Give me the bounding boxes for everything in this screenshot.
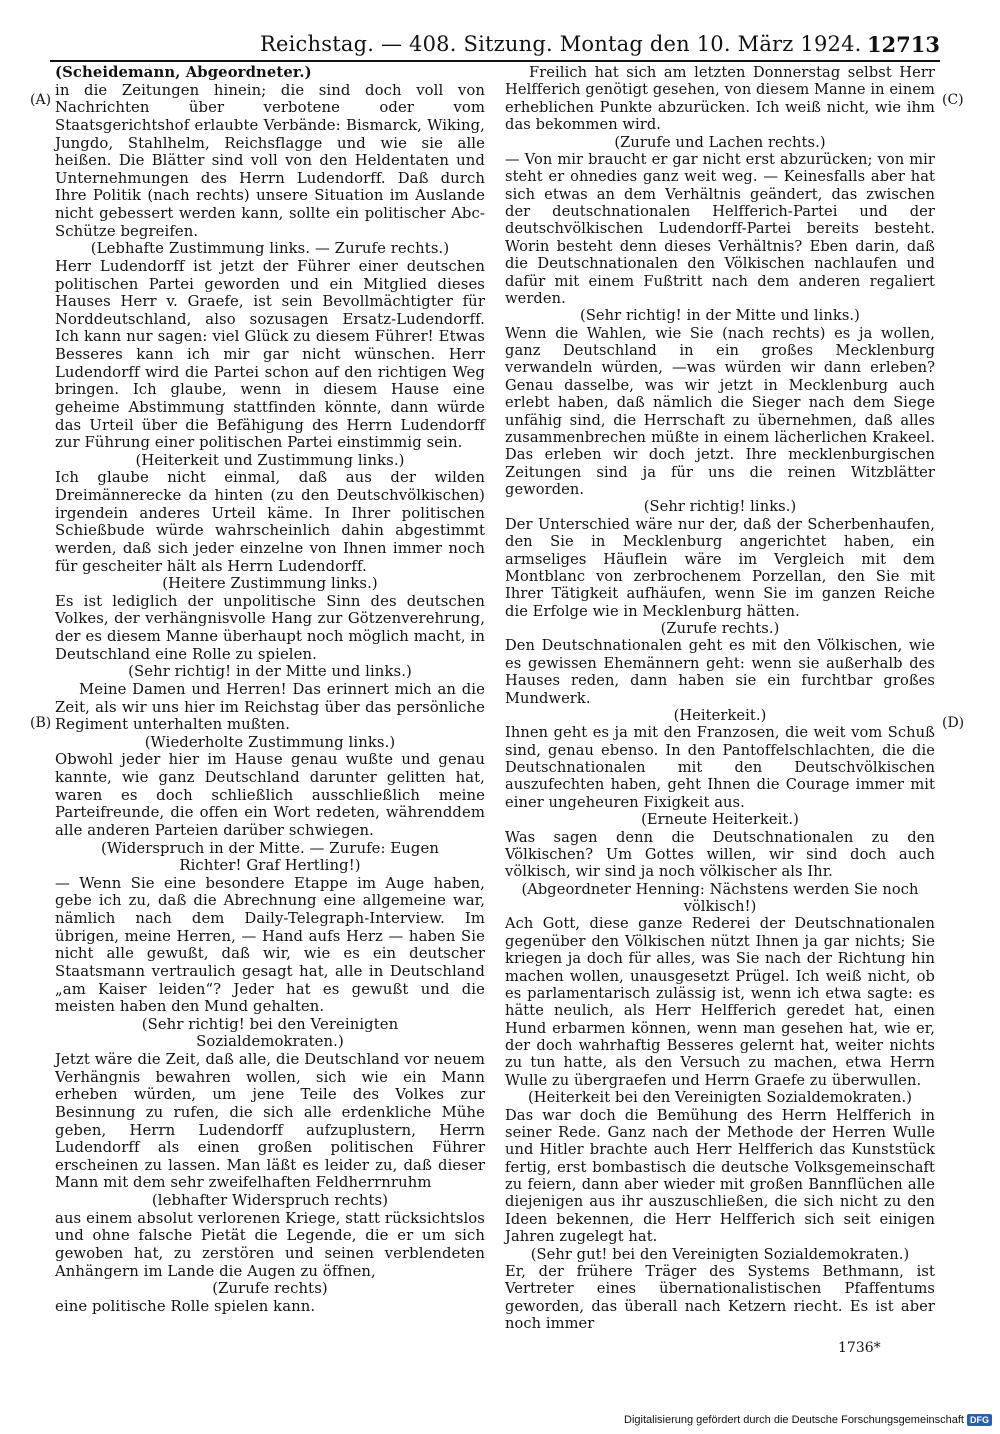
paragraph: Obwohl jeder hier im Hause genau wußte und genau kannte, wie ganz Deutschland darunter gelitten hat, waren es doch schließlich ausschließlich meine Parteifreunde, die offen ein Wort redeten, währenddem alle anderen Parteien darüber schwiegen. (55, 751, 485, 839)
margin-marker-c: (C) (942, 92, 964, 108)
paragraph: Ich glaube nicht einmal, daß aus der wilden Dreimännerecke da hinten (zu den Deutschvölkischen) irgendein anderes Urteil käme. In Ihrer politischen Schießbude würde wahrscheinlich dahin abgestimmt werden, daß sich jeder einzelne von Ihnen immer noch für gescheiter hält als Herrn Ludendorff. (55, 469, 485, 575)
paragraph: Ihnen geht es ja mit den Franzosen, die weit vom Schuß sind, genau ebenso. In den Pantoffelschlachten, die die Deutschnationalen mit den Deutschvölkischen auszufechten haben, geht Ihnen die Courage immer mit einer ungeheuren Fixigkeit aus. (505, 724, 935, 811)
paragraph: Jetzt wäre die Zeit, daß alle, die Deutschland vor neuem Verhängnis bewahren wollen, sich wie ein Mann erheben würden, um jene Teile des Volkes zur Besinnung zu rufen, die sich alle erdenkliche Mühe geben, Herrn Ludendorff aufzuplustern, Herrn Ludendorff als einen großen politischen Führer erscheinen zu lassen. Man läßt es leider zu, daß dieser Mann mit dem sehr zweifelhaften Feldherrnruhm (55, 1051, 485, 1192)
interjection: (Sehr richtig! links.) (643, 498, 797, 516)
interjection: (Sehr richtig! in der Mitte und links.) (128, 663, 412, 681)
left-column (55, 64, 485, 1315)
paragraph: Ach Gott, diese ganze Rederei der Deutschnationalen gegenüber den Völkischen nützt Ihnen ja gar nichts; Sie kriegen ja doch für alles, was Sie nach der Richtung hin machen wollen, unausgesetzt Prügel. Ich weiß nicht, ob es parlamentarisch zulässig ist, wenn ich etwa sagte: es hätte neulich, als Herr Helfferich geredet hat, einen Hund erbarmen können, wenn man gesehen hat, wie er, der doch wahrhaftig Besseres gelernt hat, weiter nichts zu tun hatte, als den Versuch zu machen, etwa Herrn Wulle zu übergraefen und Herrn Graefe zu überwullen. (505, 915, 935, 1089)
interjection: (Widerspruch in der Mitte. — Zurufe: Eugen Richter! Graf Hertling!) (101, 839, 439, 875)
paragraph: aus einem absolut verlorenen Kriege, statt rücksichtslos und ohne falsche Pietät die Legende, die er um sich gewoben hat, zu zerstören und seinen verblendeten Anhängern im Lande die Augen zu öffnen, (55, 1209, 485, 1280)
paragraph: Es ist lediglich der unpolitische Sinn des deutschen Volkes, der verhängnisvolle Hang zur Götzenverehrung, der es diesem Manne überhaupt noch möglich macht, in Deutschland eine Rolle zu spielen. (55, 592, 485, 663)
interjection: (Lebhafte Zustimmung links. — Zurufe rechts.) (90, 240, 450, 258)
paragraph: eine politische Rolle spielen kann. (55, 1297, 316, 1315)
page-header (50, 30, 940, 62)
interjection: (Heitere Zustimmung links.) (162, 575, 378, 593)
interjection: (Heiterkeit und Zustimmung links.) (135, 451, 405, 469)
paragraph: in die Zeitungen hinein; die sind doch voll von Nachrichten über verbotene oder vom Staatsgerichtshof erlaubte Verbände: Bismarck, Wiking, Jungdo, Stahlhelm, Reichsflagge und wie sie alle heißen. Die Blätter sind voll von den Heldentaten und Unternehmungen des Herrn Ludendorff. Daß durch Ihre Politik (nach rechts) unsere Situation im Auslande nicht gebessert werden kann, sollte ein politischer Abc-Schütze begreifen. (55, 81, 485, 240)
speaker-label: (Scheidemann, Abgeordneter.) (55, 64, 312, 81)
interjection: (Sehr gut! bei den Vereinigten Sozialdemokraten.) (530, 1245, 910, 1263)
running-title: Reichstag. — 408. Sitzung. Montag den 10. März 1924. (260, 32, 862, 56)
interjection: (Zurufe rechts) (212, 1280, 328, 1298)
paragraph: Das war doch die Bemühung des Herrn Helfferich in seiner Rede. Ganz nach der Methode der Herren Wulle und Hitler brachte auch Herr Helfferich das Kunststück fertig, erst bombastisch die deutsche Volksgemeinschaft zu feiern, dann aber wieder mit großen Bannflüchen alle diejenigen aus ihr auszuschließen, die sich nicht zu den Ideen bekennen, die Herr Helfferich sich seit einigen Jahren zugelegt hat. (505, 1106, 935, 1246)
interjection: (Abgeordneter Henning: Nächstens werden Sie noch völkisch!) (521, 880, 919, 915)
interjection: (Heiterkeit bei den Vereinigten Sozialdemokraten.) (527, 1089, 913, 1107)
paragraph: Herr Ludendorff ist jetzt der Führer einer deutschen politischen Partei geworden und ein Mitglied dieses Hauses Herr v. Graefe, ist sein Bevollmächtigter für Norddeutschland, also sozusagen Ersatz-Ludendorff. Ich kann nur sagen: viel Glück zu diesem Führer! Etwas Besseres kann ich mir gar nicht wünschen. Herr Ludendorff wird die Partei schon auf den richtigen Weg bringen. Ich glaube, wenn in diesem Hause eine geheime Abstimmung stattfinden könnte, dann würde das Urteil über die Befähigung des Herrn Ludendorff zur Führung einer politischen Partei einstimmig sein. (55, 257, 485, 452)
interjection: (Wiederholte Zustimmung links.) (144, 733, 396, 751)
interjection: (Heiterkeit.) (673, 706, 767, 724)
margin-marker-a: (A) (30, 92, 52, 108)
paragraph: Wenn die Wahlen, wie Sie (nach rechts) es ja wollen, ganz Deutschland in ein großes Mecklenburg verwandeln würden, —was würden wir dann erleben? Genau dasselbe, was wir jetzt in Mecklenburg auch erlebt haben, daß nämlich die Sieger nach dem Siege unfähig sind, die Herrschaft zu übernehmen, daß alles zusammenbrechen müßte in einem lächerlichen Krakeel. Das erleben wir doch jetzt. Ihre mecklenburgischen Zeitungen sind ja für uns die reinen Witzblätter geworden. (505, 324, 935, 498)
interjection: (Sehr richtig! in der Mitte und links.) (580, 307, 860, 325)
paragraph: Meine Damen und Herren! Das erinnert mich an die Zeit, als wir uns hier im Reichstag über das persönliche Regiment unterhalten mußten. (55, 680, 485, 734)
margin-marker-d: (D) (942, 715, 965, 731)
interjection: (Zurufe und Lachen rechts.) (614, 133, 826, 151)
margin-marker-b: (B) (30, 715, 52, 731)
signature-mark: 1736* (838, 1340, 881, 1356)
paragraph: Der Unterschied wäre nur der, daß der Scherbenhaufen, den Sie in Mecklenburg angerichtet haben, ein armseliges Häuflein wäre im Vergleich mit dem Montblanc von zerbrochenem Porzellan, den Sie mit Ihrer Tätigkeit aufhäufen, wenn Sie im ganzen Reiche die Erfolge wie in Mecklenburg hätten. (505, 515, 935, 620)
dfg-logo-icon: DFG (967, 1414, 992, 1426)
paragraph: Er, der frühere Träger des Systems Bethmann, ist Vertreter eines übernationalistischen Pfaffentums geworden, das überall nach Ketzern riecht. Es ist aber noch immer (505, 1262, 935, 1332)
right-column (505, 64, 935, 1332)
paragraph: — Wenn Sie eine besondere Etappe im Auge haben, gebe ich zu, daß die Abrechnung eine allgemeine war, nämlich nach dem Daily-Telegraph-Interview. Im übrigen, meine Herren, — Hand aufs Herz — haben Sie nicht alle gewußt, daß wir, wie es ein deutscher Staatsmann vertraulich gesagt hat, alle in Deutschland „am Kaiser leiden“? Jeder hat es gewußt und die meisten haben den Mund gehalten. (55, 874, 485, 1016)
interjection: (lebhafter Widerspruch rechts) (151, 1192, 389, 1209)
interjection: (Erneute Heiterkeit.) (641, 811, 799, 829)
paragraph: Was sagen denn die Deutschnationalen zu den Völkischen? Um Gottes willen, wir sind doch auch völkisch, wir sind ja noch völkischer als Ihr. (505, 828, 935, 881)
footer-text: Digitalisierung gefördert durch die Deutsche Forschungsgemeinschaft (624, 1414, 964, 1426)
interjection: (Sehr richtig! bei den Vereinigten Sozialdemokraten.) (141, 1015, 399, 1051)
paragraph: Freilich hat sich am letzten Donnerstag selbst Herr Helfferich genötigt gesehen, von diesem Manne in einem erheblichen Punkte abzurücken. Ich weiß nicht, wie ihm das bekommen wird. (505, 64, 936, 134)
page-number: 12713 (866, 32, 940, 57)
paragraph: — Von mir braucht er gar nicht erst abzurücken; von mir steht er ohnedies ganz weit weg. — Keinesfalls aber hat sich etwas an dem Verhältnis geändert, das zwischen der deutschnationalen Helfferich-Partei und der deutschvölkischen Ludendorff-Partei bereits besteht. Worin besteht denn dieses Verhältnis? Eben darin, daß die Deutschnationalen den Völkischen nachlaufen und dafür mit einem Fußtritt nach dem anderen regaliert werden. (505, 150, 935, 307)
paragraph: Den Deutschnationalen geht es mit den Völkischen, wie es gewissen Ehemännern geht: wenn sie außerhalb des Hauses reden, dann haben sie ein furchtbar großes Mundwerk. (505, 637, 935, 707)
footer-credit (624, 1414, 992, 1426)
interjection: (Zurufe rechts.) (660, 620, 780, 637)
